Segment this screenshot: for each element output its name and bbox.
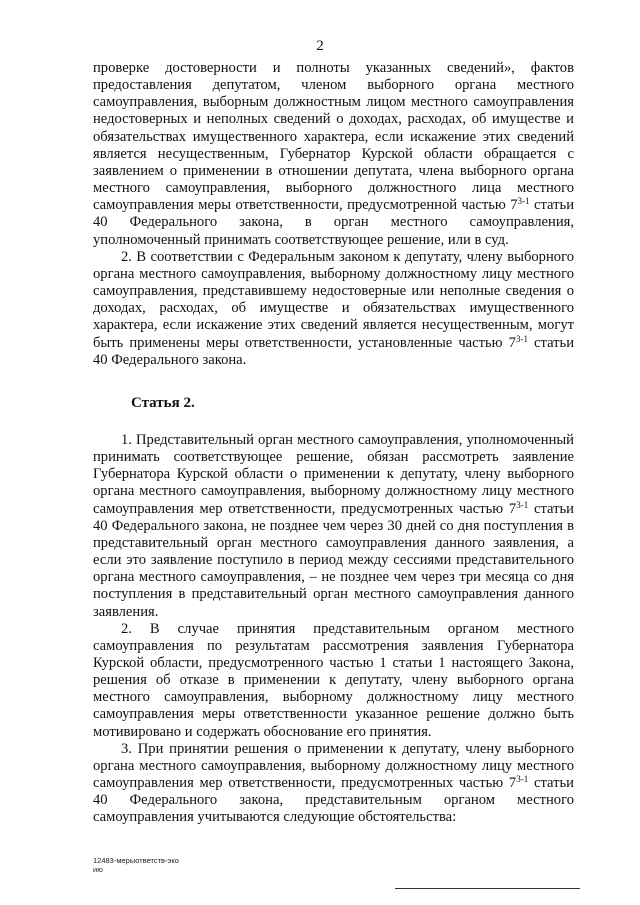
paragraph-text: статьи 40 Федерального закона, представительным органом местного самоуправления учитываются следующие обстоятельства: [93, 775, 574, 826]
superscript: 3-1 [515, 333, 528, 344]
paragraph-text: статьи 40 Федерального закона. [93, 334, 575, 368]
footer-file-name: 12483-мерыответств-эко [93, 856, 179, 865]
paragraph-text: статьи 40 Федерального закона, в орган местного самоуправления, уполномоченный принимать соответствующее решение, или в суд. [93, 197, 574, 248]
document-body [93, 60, 574, 827]
paragraph-text: статьи 40 Федерального закона, не позднее чем через 30 дней со дня поступления в представительный орган местного самоуправления данного заявления, а если это заявление поступило в период между сессиями представительного органа местного самоуправления, – не позднее чем через три месяца со дня поступления в представительный орган местного самоуправления данного заявления. [93, 500, 574, 620]
document-footer [93, 856, 179, 874]
paragraph-2 [93, 249, 574, 369]
paragraph-text: 3. При принятии решения о применении к депутату, члену выборного органа местного самоуправления, выборному должностному лицу местного самоуправления мер ответственности, предусмотренных частью 7 [93, 740, 574, 792]
superscript: 3-1 [516, 774, 529, 785]
article-2-paragraph-2: 2. В случае принятия представительным органом местного самоуправления по результатам рассмотрения заявления Губернатора Курской области, предусмотренного частью 1 статьи 1 настоящего Закона, решения об отказе в применении к депутату, члену выборного органа местного самоуправления, выборному должностному лицу местного самоуправления меры ответственности указанное решение должно быть мотивировано и содержать обоснование его принятия. [93, 620, 574, 740]
paragraph-continuation [93, 60, 574, 249]
paragraph-text: проверке достоверности и полноты указанных сведений», фактов предоставления депутатом, членом выборного органа местного самоуправления, выборным должностным лицом местного самоуправления недостоверных и неполных сведений о доходах, расходах, об имуществе и обязательствах имущественного характера, если искажение этих сведений является несущественным, Губернатор Курской области обращается с заявлением о применении в отношении депутата, члена выборного органа местного самоуправления, выборного должностного лица местного самоуправления меры ответственности, предусмотренной частью 7 [93, 60, 574, 214]
article-2-paragraph-1 [93, 432, 574, 621]
article-heading: Статья 2. [131, 394, 195, 411]
superscript: 3-1 [516, 499, 529, 510]
footer-file-name-cont: ию [93, 865, 103, 874]
footer-rule [395, 888, 580, 889]
paragraph-text: 2. В соответствии с Федеральным законом к депутату, члену выборного органа местного самоуправления, выборному должностному лицу местного самоуправления, представившему недостоверные или неполные сведения о доходах, расходах, об имуществе и обязательствах имущественного характера, если искажение этих сведений является несущественным, могут быть применены меры ответственности, установленные частью 7 [93, 248, 574, 351]
page-number: 2 [316, 38, 324, 54]
paragraph-text: 1. Представительный орган местного самоуправления, уполномоченный принимать соответствующее решение, обязан рассмотреть заявление Губернатора Курской области о применении к депутату, члену выборного органа местного самоуправления, выборному должностному лицу местного самоуправления мер ответственности, предусмотренных частью 7 [93, 431, 574, 517]
superscript: 3-1 [517, 196, 530, 207]
article-2-paragraph-3 [93, 741, 574, 827]
